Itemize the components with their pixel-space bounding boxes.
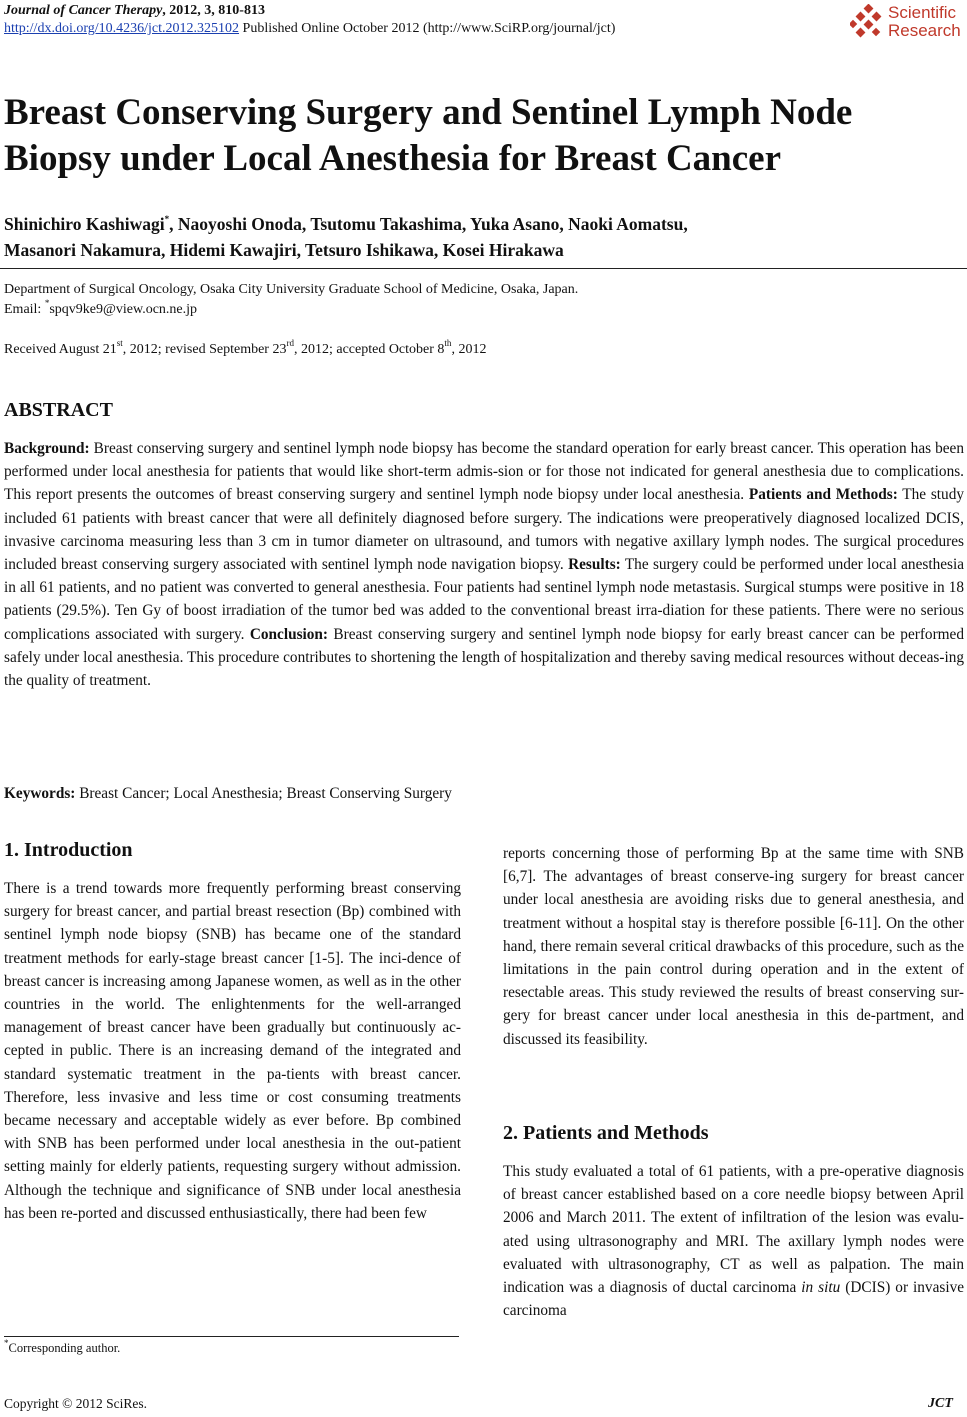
- scirp-logo: [850, 2, 967, 42]
- introduction-continued: reports concerning those of performing Bp at the same time with SNB [6,7]. The advantages of breast conserve-ing surgery for breast cancer under local anesthesia are avoiding risks due to general anesthesia, and treatment without a hospital stay is therefore possible [6-11]. On the other hand, there remain several critical drawbacks of this procedure, such as the limitations in the pain control during operation and in the extent of resectable areas. This study reviewed the results of breast conserving sur-gery for breast cancer under local anesthesia in this de-partment, and discussed its feasibility.: [503, 845, 964, 1048]
- paper-title: [4, 90, 964, 182]
- authors-line-1: [4, 211, 964, 237]
- methods-text: The study included 61 patients with breast cancer that were all definitely diagnosed before surgery. The indications were preoperatively diagnosed localized DCIS, invasive carcinoma measuring less than 3 cm in tumor diameter on ultrasound, and tumors with negative axillary lymph nodes. The surgical procedures included breast conserving surgery associated with sentinel lymph node navigation biopsy.: [4, 486, 965, 574]
- footnote-text: Corresponding author.: [8, 1341, 121, 1355]
- background-text: Breast conserving surgery and sentinel lymph node biopsy has become the standard operation for early breast cancer. This operation has been performed under local anesthesia for patients that would like short-term admis-sion or for those not indicated for general anesthesia due to complications. This report presents the outcomes of breast conserving surgery and sentinel lymph node biopsy under local anesthesia.: [4, 440, 964, 504]
- conclusion-text: Breast conserving surgery and sentinel lymph node biopsy for early breast cancer can be performed safely under local anesthesia. This procedure contributes to shortening the length of hospitalization and thereby saving medical resources without deceas-ing the quality of treatment.: [4, 625, 964, 690]
- introduction-heading: 1. Introduction: [4, 839, 133, 861]
- volume-pages: , 2012, 3, 810-813: [162, 3, 265, 18]
- email-label: Email:: [4, 302, 45, 317]
- journal-name: Journal of Cancer Therapy: [4, 3, 163, 18]
- published-info: Published Online October 2012 (http://www.SciRP.org/journal/jct): [239, 21, 616, 36]
- logo-text-scientific: Scientific: [888, 3, 957, 22]
- first-author: Shinichiro Kashiwagi: [4, 214, 165, 234]
- journal-citation: [4, 3, 265, 19]
- doi-link[interactable]: http://dx.doi.org/10.4236/jct.2012.325102: [4, 21, 240, 36]
- title-line-1: Breast Conserving Surgery and Sentinel Lymph Node: [4, 92, 853, 133]
- keywords-label: Keywords:: [4, 785, 76, 802]
- doi-line: [4, 21, 615, 37]
- methods-text: [503, 1160, 964, 1322]
- results-label: Results:: [568, 556, 621, 574]
- revised-text: , 2012; revised September 23: [122, 342, 287, 357]
- header-divider: [0, 268, 967, 269]
- accepted-text: , 2012; accepted October 8: [293, 342, 445, 357]
- keywords: [4, 783, 452, 805]
- footnote-divider: [4, 1336, 459, 1337]
- methods-text-a: This study evaluated a total of 61 patients, with a pre-operative diagnosis of breast cancer established based on a core needle biopsy between April 2006 and March 2011. The extent of infiltration of the lesion was evalu-ated using ultrasonography and MRI. The axillary lymph nodes were evaluated with ultrasonography, CT as well as palpation. The main indication was a diagnosis of ductal carcinoma: [503, 1163, 964, 1297]
- footnote: [4, 1337, 121, 1356]
- journal-abbreviation: JCT: [928, 1396, 953, 1411]
- methods-label: Patients and Methods:: [748, 486, 898, 504]
- email-address[interactable]: spqv9ke9@view.ocn.ne.jp: [49, 302, 198, 317]
- results-text: The surgery could be performed under local anesthesia in all 61 patients, and no patient was converted to general anesthesia. Four patients had sentinel lymph node metastasis. Surgical stumps were positive in 18 patients (29.5%). Ten Gy of boost irradiation of the tumor bed was added to the conventional breast irra-diation for these patients. There were no serious complications associated with surgery.: [4, 556, 964, 643]
- logo-text-research: Research: [888, 21, 961, 40]
- author-list: [4, 211, 964, 263]
- title-line-2: Biopsy under Local Anesthesia for Breast Cancer: [4, 138, 782, 179]
- email-line: [4, 300, 197, 319]
- abstract-body: [4, 437, 964, 692]
- authors-line-2: Masanori Nakamura, Hidemi Kawajiri, Tetsuro Ishikawa, Kosei Hirakawa: [4, 240, 564, 260]
- received-text: Received August 21: [4, 342, 117, 357]
- corresponding-mark: *: [164, 214, 170, 225]
- methods-heading: 2. Patients and Methods: [503, 1122, 709, 1144]
- footnote-star: *: [4, 1337, 9, 1348]
- email-star: *: [44, 298, 50, 309]
- ordinal-suffix: rd: [286, 338, 294, 349]
- abstract-heading: ABSTRACT: [4, 399, 113, 421]
- background-label: Background:: [4, 440, 90, 457]
- scirp-logo-icon: [850, 4, 886, 40]
- ordinal-suffix: th: [444, 338, 452, 349]
- copyright: Copyright © 2012 SciRes.: [4, 1396, 148, 1411]
- methods-text-b: (DCIS) or invasive carcinoma: [503, 1279, 965, 1320]
- methods-italic: in situ: [801, 1279, 841, 1297]
- introduction-text: There is a trend towards more frequently performing breast conserving surgery for breast cancer, and partial breast resection (Bp) combined with sentinel lymph node biopsy (SNB) has became one of the standard treatment methods for early-stage breast cancer [1-5]. The inci-dence of breast cancer is increasing among Japanese women, as well as in the other countries in the world. The enlightenments for the well-arranged management of breast cancer have been gradually but continuously ac-cepted in public. There is an increasing demand of the integrated and standard systematic treatment in the pa-tients with breast cancer. Therefore, less invasive and less time or cost consuming treatments became necessary and acceptable widely as ever before. Bp combined with SNB has been performed under local anesthesia in the out-patient setting mainly for elderly patients, requesting surgery without admission. Although the technique and significance of SNB under local anesthesia has been re-ported and discussed enthusiastically, there had been few: [4, 880, 461, 1222]
- year-text: , 2012: [451, 342, 487, 357]
- affiliation: Department of Surgical Oncology, Osaka City University Graduate School of Medicine, Osaka, Japan.: [4, 282, 579, 297]
- coauthors: , Naoyoshi Onoda, Tsutomu Takashima, Yuka Asano, Naoki Aomatsu,: [169, 214, 688, 234]
- received-dates: [4, 340, 486, 359]
- keywords-text: Breast Cancer; Local Anesthesia; Breast Conserving Surgery: [75, 785, 452, 802]
- conclusion-label: Conclusion:: [249, 625, 329, 643]
- ordinal-suffix: st: [116, 338, 123, 349]
